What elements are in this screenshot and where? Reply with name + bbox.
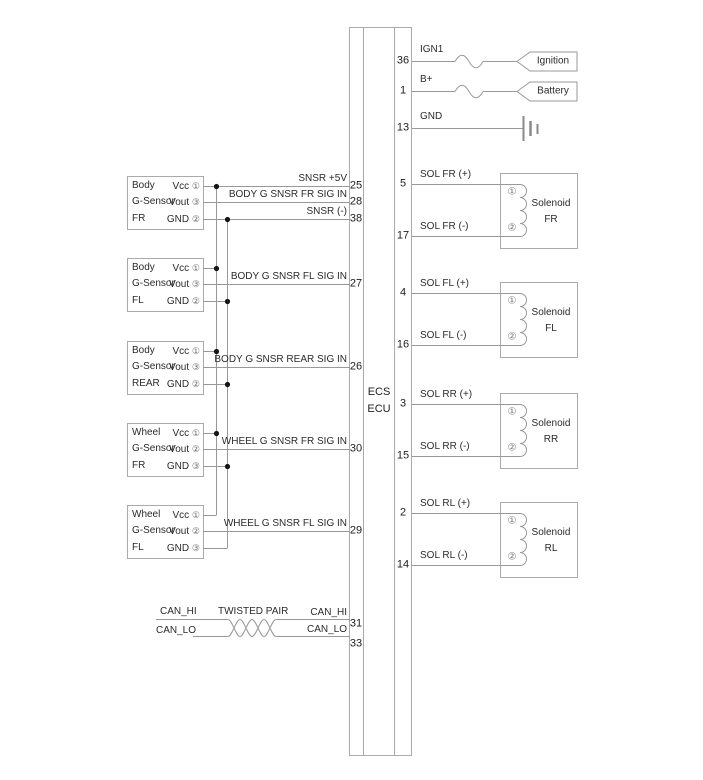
solenoid-rl-coil (520, 514, 527, 566)
pin-1: 1 (399, 84, 407, 97)
pin-31: 31 (349, 617, 363, 630)
signal-body-fr-sig-in: BODY G SNSR FR SIG IN (228, 189, 347, 200)
pin-13: 13 (396, 121, 410, 134)
sensor-pin-vout (169, 444, 200, 455)
pin-label: GND (166, 543, 190, 554)
terminal-number: ① (191, 181, 200, 191)
sol-fr-minus-label: SOL FR (-) (420, 221, 469, 232)
ign1-label: IGN1 (420, 44, 444, 55)
sensor-pin-vout (169, 279, 200, 290)
pin-label: Vcc (172, 263, 190, 274)
pin-label: Vcc (172, 181, 190, 192)
pin-27: 27 (349, 277, 363, 290)
signal-wheel-fl-sig-in: WHEEL G SNSR FL SIG IN (223, 518, 347, 529)
sensor-pin-vcc (172, 510, 200, 521)
sol-fr-plus-label: SOL FR (+) (420, 169, 472, 180)
ign1-wire-with-fuse (412, 55, 517, 68)
solenoid-name: FL (545, 323, 557, 334)
pin-14: 14 (396, 558, 410, 571)
pin-label: GND (166, 379, 190, 390)
pin-label: GND (166, 296, 190, 307)
sensor-name: G-Sensor (132, 278, 175, 289)
terminal-number: ② (191, 444, 200, 454)
signal-snsr-minus: SNSR (-) (306, 206, 347, 217)
solenoid-name: RR (543, 434, 559, 445)
sensor-pin-vcc (172, 428, 200, 439)
sensor-name: FL (132, 295, 144, 306)
solenoid-name: RL (544, 543, 558, 554)
sensor-name: G-Sensor (132, 443, 175, 454)
can-lo-left-label: CAN_LO (156, 625, 197, 636)
pin-4: 4 (399, 286, 407, 299)
battery-wire-with-fuse (412, 85, 517, 98)
pin-25: 25 (349, 179, 363, 192)
solenoid-name: Solenoid (531, 527, 571, 538)
sensor-name: REAR (132, 378, 160, 389)
sensor-name: Body (132, 180, 155, 191)
terminal-number: ② (191, 296, 200, 306)
sensor-pin-vout (169, 362, 200, 373)
terminal-2: ② (507, 331, 517, 343)
terminal-number: ① (191, 428, 200, 438)
sol-rr-plus-label: SOL RR (+) (420, 389, 473, 400)
pin-label: Vout (169, 362, 190, 373)
signal-snsr-5v: SNSR +5V (298, 173, 347, 184)
terminal-2: ② (507, 551, 517, 563)
pin-17: 17 (396, 229, 410, 242)
sensor-pin-vout (169, 197, 200, 208)
sol-rl-plus-label: SOL RL (+) (420, 498, 471, 509)
sensor-pin-vout (169, 526, 200, 537)
sol-rl-minus-label: SOL RL (-) (420, 550, 468, 561)
sensor-pin-gnd (167, 543, 200, 554)
pin-label: Vout (169, 197, 190, 208)
sensor-name: Body (132, 262, 155, 273)
sensor-name: G-Sensor (132, 525, 175, 536)
terminal-2: ② (507, 222, 517, 234)
solenoid-name: Solenoid (531, 418, 571, 429)
pin-label: Vout (169, 279, 190, 290)
pin-label: Vout (169, 526, 190, 537)
ecu-label-line2: ECU (367, 403, 391, 415)
sol-rr-minus-label: SOL RR (-) (420, 441, 470, 452)
pin-33: 33 (349, 637, 363, 650)
signal-body-fl-sig-in: BODY G SNSR FL SIG IN (230, 271, 347, 282)
terminal-number: ③ (191, 279, 200, 289)
sensor-name: G-Sensor (132, 361, 175, 372)
sol-fl-plus-label: SOL FL (+) (420, 278, 469, 289)
terminal-number: ② (191, 214, 200, 224)
terminal-1: ① (507, 186, 517, 198)
sensor-pin-gnd (167, 379, 200, 390)
solenoid-fl-coil (520, 294, 527, 346)
sensor-pin-gnd (167, 214, 200, 225)
pin-29: 29 (349, 524, 363, 537)
sensor-name: Wheel (132, 509, 161, 520)
ignition-tag-label: Ignition (536, 55, 570, 67)
pin-label: Vcc (172, 510, 190, 521)
can-hi-right-label: CAN_HI (310, 607, 347, 618)
pin-label: GND (166, 214, 190, 225)
solenoid-name: Solenoid (531, 307, 571, 318)
twisted-pair-symbol (228, 620, 276, 637)
bplus-label: B+ (420, 74, 433, 85)
pin-label: Vcc (172, 428, 190, 439)
pin-26: 26 (349, 360, 363, 373)
pin-label: GND (166, 461, 190, 472)
sol-fl-minus-label: SOL FL (-) (420, 330, 467, 341)
sensor-name: FR (132, 213, 146, 224)
pin-5: 5 (399, 177, 407, 190)
sensor-pin-vcc (172, 263, 200, 274)
sensor-name: Wheel (132, 427, 161, 438)
pin-label: Vout (169, 444, 190, 455)
battery-tag-label: Battery (537, 85, 569, 97)
pin-label: Vcc (172, 346, 190, 357)
pin-38: 38 (349, 212, 363, 225)
ground-symbol (524, 116, 538, 141)
pin-16: 16 (396, 338, 410, 351)
solenoid-rr-coil (520, 405, 527, 457)
terminal-1: ① (507, 406, 517, 418)
pin-15: 15 (396, 449, 410, 462)
terminal-number: ② (191, 379, 200, 389)
pin-30: 30 (349, 442, 363, 455)
solenoid-name: FR (544, 214, 558, 225)
terminal-1: ① (507, 515, 517, 527)
terminal-number: ③ (191, 197, 200, 207)
sensor-name: FL (132, 542, 144, 553)
can-lo-right-label: CAN_LO (306, 624, 347, 635)
sensor-pin-vcc (172, 181, 200, 192)
terminal-number: ① (191, 263, 200, 273)
pin-3: 3 (399, 397, 407, 410)
signal-body-rear-sig-in: BODY G SNSR REAR SIG IN (214, 354, 347, 365)
solenoid-fr-coil (520, 185, 527, 237)
sensor-name: G-Sensor (132, 196, 175, 207)
pin-2: 2 (399, 506, 407, 519)
gnd-label: GND (420, 111, 443, 122)
sensor-pin-gnd (167, 461, 200, 472)
ecu-label-line1: ECS (367, 386, 391, 398)
terminal-number: ① (191, 346, 200, 356)
terminal-number: ③ (191, 543, 200, 553)
solenoid-name: Solenoid (531, 198, 571, 209)
twisted-pair-label: TWISTED PAIR (218, 606, 289, 617)
terminal-2: ② (507, 442, 517, 454)
sensor-pin-gnd (167, 296, 200, 307)
terminal-number: ② (191, 526, 200, 536)
signal-wheel-fr-sig-in: WHEEL G SNSR FR SIG IN (221, 436, 347, 447)
sensor-name: Body (132, 345, 155, 356)
pin-28: 28 (349, 195, 363, 208)
sensor-name: FR (132, 460, 146, 471)
can-hi-left-label: CAN_HI (160, 606, 197, 617)
terminal-number: ③ (191, 362, 200, 372)
terminal-number: ③ (191, 461, 200, 471)
sensor-pin-vcc (172, 346, 200, 357)
terminal-number: ① (191, 510, 200, 520)
terminal-1: ① (507, 295, 517, 307)
pin-36: 36 (396, 54, 410, 67)
